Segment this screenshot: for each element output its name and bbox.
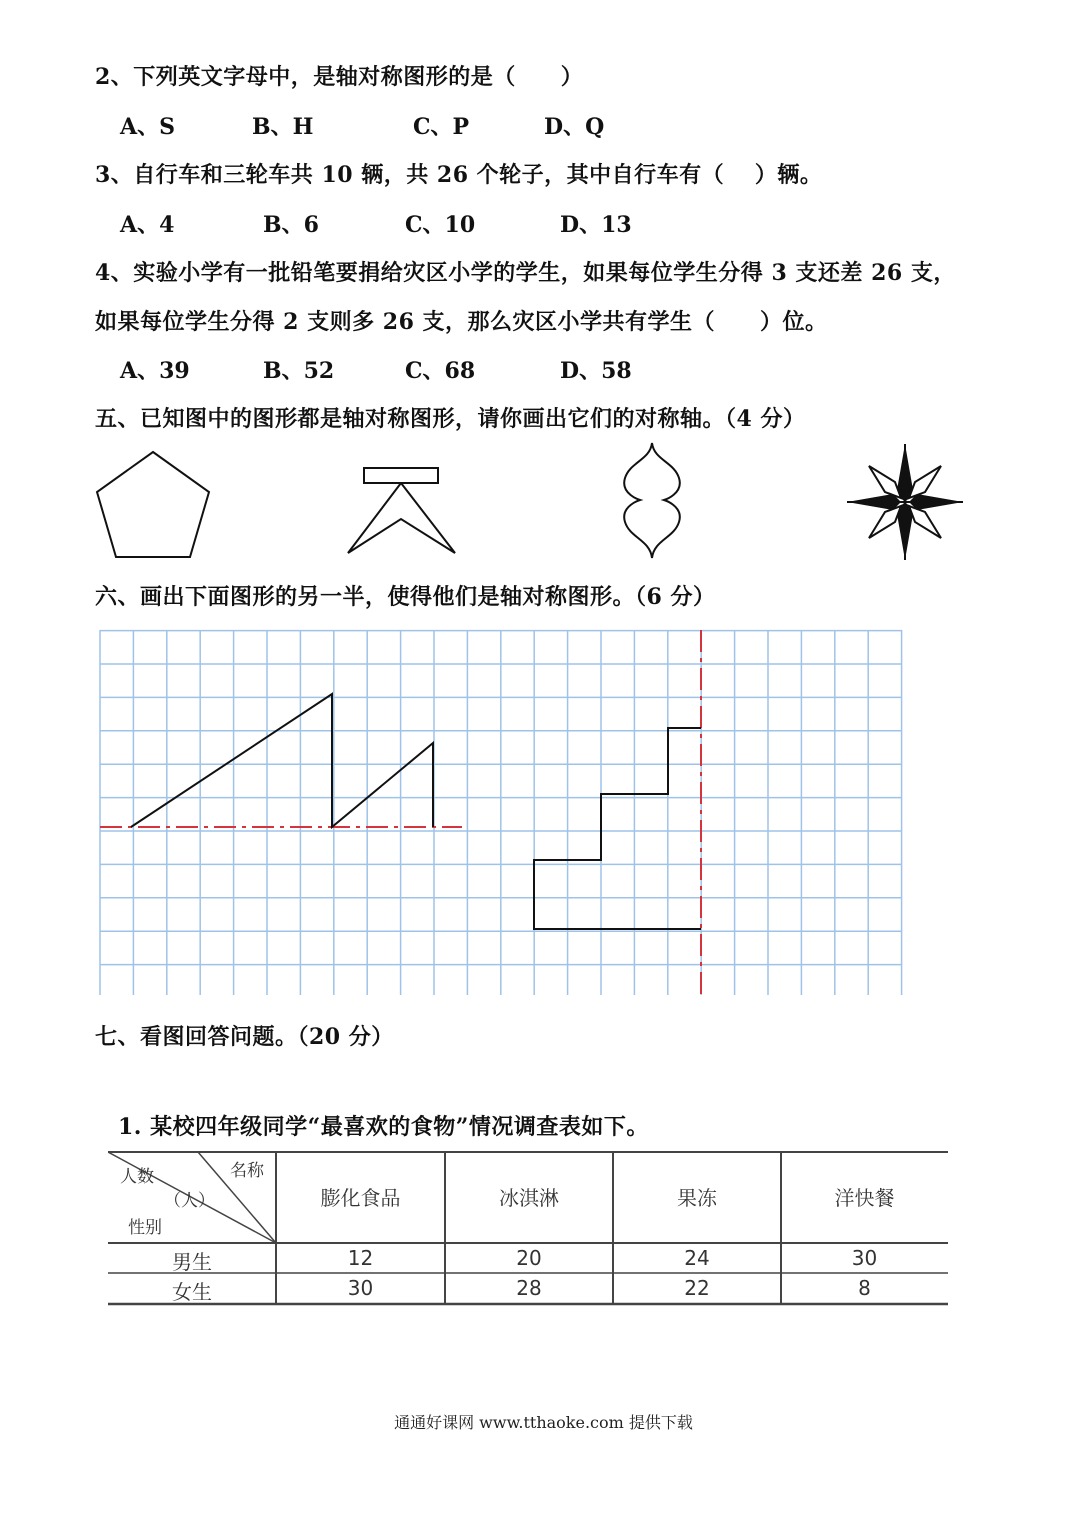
option-a: A、39 (120, 358, 190, 384)
zigzag-half-figure (131, 694, 433, 827)
header-corner-count: 人数 (120, 1167, 154, 1187)
header-corner-unit: （人） (164, 1191, 215, 1211)
table-cell: 22 (684, 1276, 710, 1300)
header-corner-name: 名称 (230, 1161, 264, 1181)
page-footer: 通通好课网 www.tthaoke.com 提供下载 (394, 1413, 693, 1432)
question-4-stem-line2: 如果每位学生分得 2 支则多 26 支，那么灾区小学共有学生（ ）位。 (95, 309, 828, 335)
option-c: C、10 (405, 212, 476, 238)
row-label-boys: 男生 (172, 1250, 212, 1274)
survey-title: 1. 某校四年级同学“最喜欢的食物”情况调查表如下。 (118, 1114, 649, 1140)
section-six-heading: 六、画出下面图形的另一半，使得他们是轴对称图形。（6 分） (95, 584, 716, 610)
question-2-stem: 2、下列英文字母中，是轴对称图形的是（ ） (95, 64, 584, 90)
option-b: B、6 (263, 212, 319, 238)
survey-table (108, 1150, 948, 1306)
option-a: A、S (120, 114, 175, 140)
table-cell: 24 (684, 1246, 710, 1270)
table-cell: 28 (516, 1276, 542, 1300)
table-cell: 12 (347, 1246, 374, 1270)
table-cell: 20 (516, 1246, 542, 1270)
column-header: 膨化食品 (320, 1186, 401, 1210)
option-d: D、58 (560, 358, 632, 384)
option-c: C、68 (405, 358, 476, 384)
staircase-half-figure (534, 728, 701, 929)
option-b: B、52 (263, 358, 335, 384)
table-cell: 30 (851, 1246, 878, 1270)
column-header: 冰淇淋 (499, 1186, 559, 1210)
section-seven-heading: 七、看图回答问题。（20 分） (95, 1024, 394, 1050)
table-cell: 8 (858, 1276, 871, 1300)
column-header: 洋快餐 (834, 1186, 895, 1210)
row-label-girls: 女生 (172, 1280, 212, 1304)
question-3-stem: 3、自行车和三轮车共 10 辆，共 26 个轮子，其中自行车有（ ）辆。 (95, 162, 823, 188)
option-b: B、H (252, 114, 314, 140)
header-corner-gender: 性别 (128, 1218, 162, 1238)
option-c: C、P (413, 114, 470, 140)
table-cell: 30 (347, 1276, 374, 1300)
option-d: D、Q (544, 114, 605, 140)
section-five-heading: 五、已知图中的图形都是轴对称图形，请你画出它们的对称轴。（4 分） (95, 406, 806, 432)
option-a: A、4 (120, 212, 175, 238)
column-header: 果冻 (677, 1186, 717, 1210)
question-4-stem-line1: 4、实验小学有一批铅笔要捐给灾区小学的学生，如果每位学生分得 3 支还差 26 支， (95, 260, 956, 286)
option-d: D、13 (560, 212, 632, 238)
grid-lines (100, 630, 902, 995)
